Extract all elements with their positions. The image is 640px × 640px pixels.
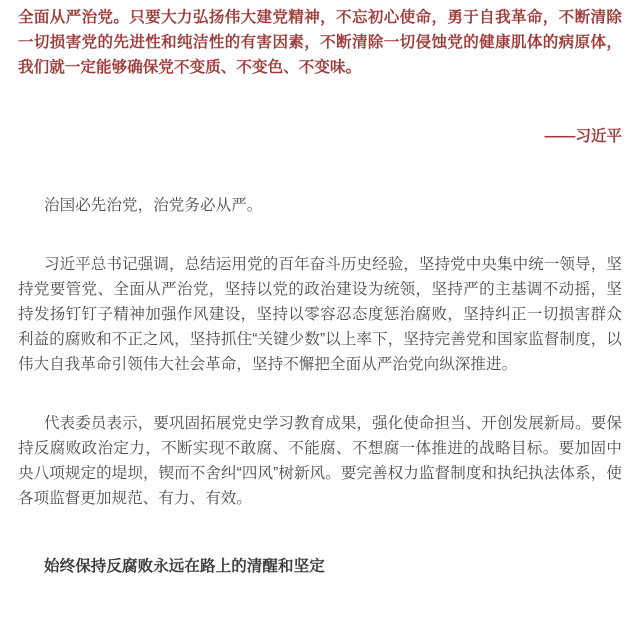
quote-attribution: ——习近平	[544, 128, 622, 145]
section-heading: 始终保持反腐败永远在路上的清醒和坚定	[44, 558, 325, 575]
pull-quote-text: 治国必先治党，治党务必从严。	[44, 197, 263, 214]
body-paragraph-1: 习近平总书记强调，总结运用党的百年奋斗历史经验，坚持党中央集中统一领导，坚持党要管党、全面从严治党，坚持以党的政治建设为统领，坚持严的主基调不动摇，坚持发扬钉钉子精神加强作风建设，坚持以零容忍态度惩治腐败，坚持纠正一切损害群众利益的腐败和不正之风，坚持抓住“关键少数”以上率下，坚持完善党和国家监督制度，以伟大自我革命引领伟大社会革命，坚持不懈把全面从严治党向纵深推进。	[18, 256, 622, 373]
lead-quote-text: 全面从严治党。只要大力弘扬伟大建党精神，不忘初心使命，勇于自我革命，不断清除一切损害党的先进性和纯洁性的有害因素，不断清除一切侵蚀党的健康肌体的病原体，我们就一定能够确保党不变质、不变色、不变味。	[18, 9, 622, 76]
body-paragraph-2: 代表委员表示，要巩固拓展党史学习教育成果，强化使命担当、开创发展新局。要保持反腐败政治定力，不断实现不敢腐、不能腐、不想腐一体推进的战略目标。要加固中央八项规定的堤坝，锲而不舍纠“四风”树新风。要完善权力监督制度和执纪执法体系，使各项监督更加规范、有力、有效。	[18, 415, 622, 507]
